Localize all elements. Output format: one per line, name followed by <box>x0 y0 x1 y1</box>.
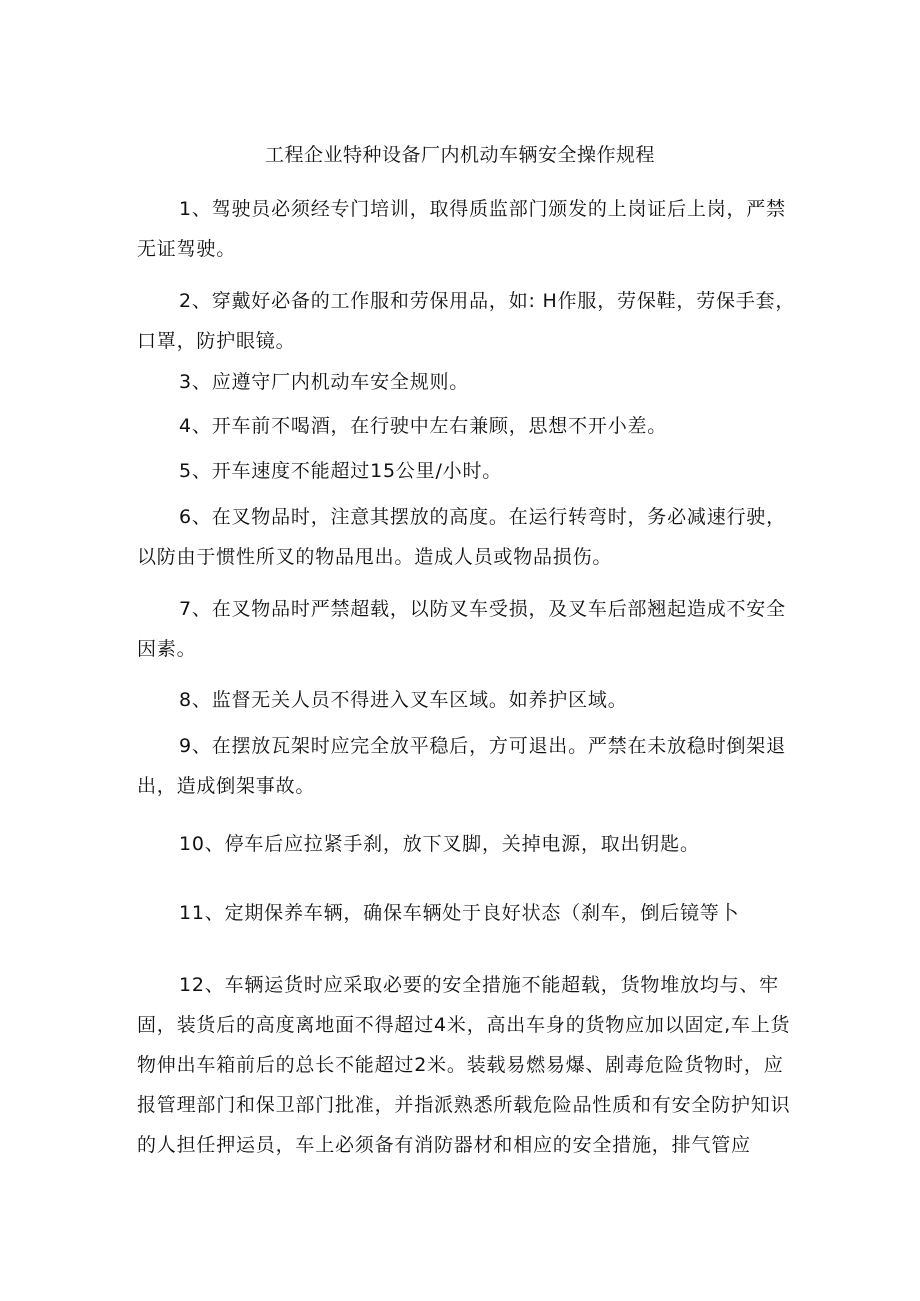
paragraph-7: 7、在叉物品时严禁超载，以防叉车受损，及叉车后部翘起造成不安全因素。 <box>137 598 786 660</box>
paragraph-11: 11、定期保养车辆，确保车辆处于良好状态（刹车，倒后镜等卜 <box>179 902 740 924</box>
paragraph-3: 3、应遵守厂内机动车安全规则。 <box>179 371 470 393</box>
paragraph-10: 10、停车后应拉紧手刹，放下叉脚，关掉电源，取出钥匙。 <box>179 833 700 855</box>
paragraph-9: 9、在摆放瓦架时应完全放平稳后，方可退出。严禁在未放稳时倒架退出，造成倒架事故。 <box>137 735 786 797</box>
paragraph-2: 2、穿戴好必备的工作服和劳保用品，如: H作服，劳保鞋，劳保手套，口罩，防护眼镜。 <box>137 290 796 352</box>
paragraph-1: 1、驾驶员必须经专门培训，取得质监部门颁发的上岗证后上岗，严禁无证驾驶。 <box>137 198 786 260</box>
paragraph-12: 12、车辆运货时应采取必要的安全措施不能超载，货物堆放均与、牢固，装货后的高度离地面不得超过4米，高出车身的货物应加以固定,车上货物伸出车箱前后的总长不能超过2米。装载易燃易爆、剧毒危险货物时，应报管理部门和保卫部门批准，并指派熟悉所载危险品性质和有安全防护知识的人担任押运员，车上必须备有消防器材和相应的安全措施，排气管应 <box>137 974 791 1156</box>
paragraph-4: 4、开车前不喝酒，在行驶中左右兼顾，思想不开小差。 <box>179 415 668 437</box>
paragraph-5: 5、开车速度不能超过15公里/小时。 <box>179 460 503 482</box>
document-title: 工程企业特种设备厂内机动车辆安全操作规程 <box>264 144 655 166</box>
paragraph-8: 8、监督无关人员不得进入叉车区域。如养护区域。 <box>179 689 628 711</box>
paragraph-6: 6、在叉物品时，注意其摆放的高度。在运行转弯时，务必减速行驶，以防由于惯性所叉的物品甩出。造成人员或物品损伤。 <box>137 506 786 568</box>
